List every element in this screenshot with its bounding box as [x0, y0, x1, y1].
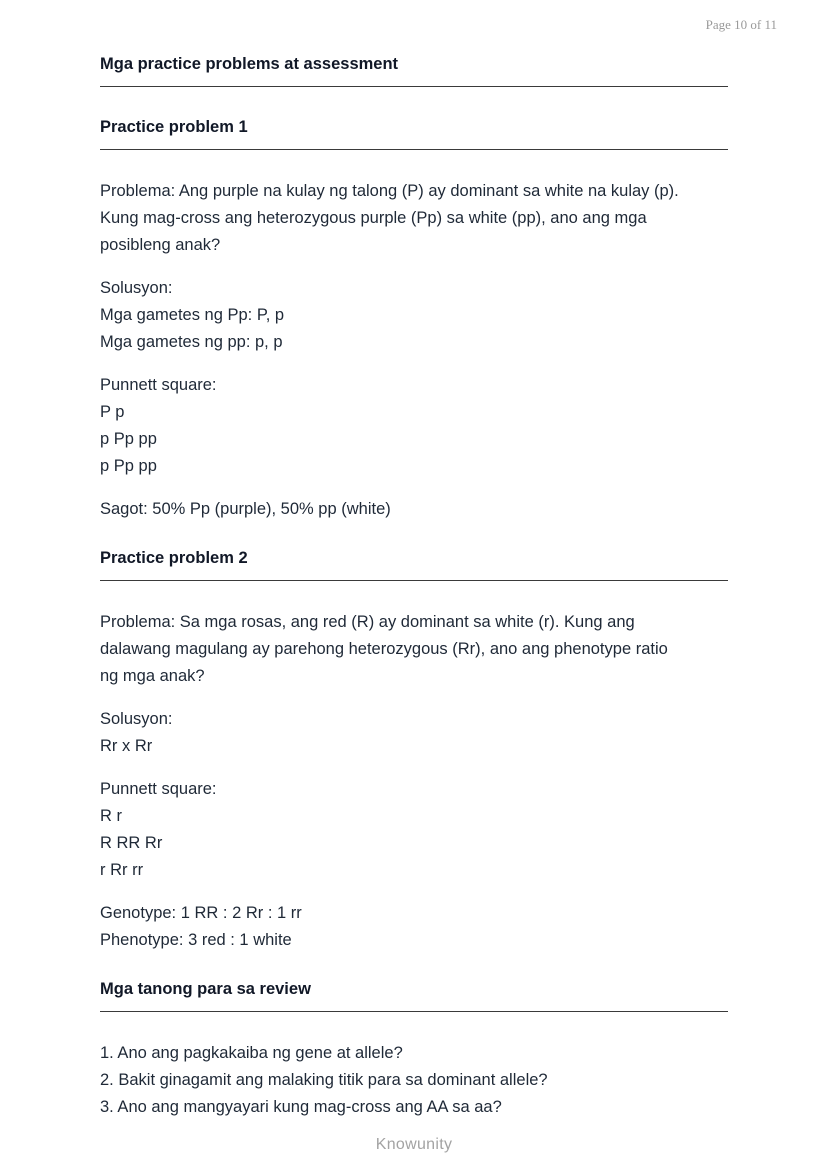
punnett-line: r Rr rr	[100, 861, 144, 879]
section-title: Mga practice problems at assessment	[100, 54, 728, 87]
problem2-results	[100, 900, 728, 954]
problem2-line: Problema: Sa mga rosas, ang red (R) ay dominant sa white (r). Kung ang	[100, 613, 635, 631]
problem2-punnett-square	[100, 776, 728, 884]
punnett-line: R r	[100, 807, 122, 825]
review-questions	[100, 1040, 728, 1121]
phenotype-ratio: Phenotype: 3 red : 1 white	[100, 931, 292, 949]
review-question: 1. Ano ang pagkakaiba ng gene at allele?	[100, 1044, 403, 1062]
problem1-solution	[100, 275, 728, 356]
solution-line: Solusyon:	[100, 279, 173, 297]
problem1-heading: Practice problem 1	[100, 117, 728, 150]
problem1-answer: Sagot: 50% Pp (purple), 50% pp (white)	[100, 500, 391, 518]
punnett-line: P p	[100, 403, 125, 421]
punnett-line: p Pp pp	[100, 457, 157, 475]
problem2-line: dalawang magulang ay parehong heterozygous (Rr), ano ang phenotype ratio	[100, 640, 668, 658]
punnett-line: Punnett square:	[100, 376, 217, 394]
punnett-line: Punnett square:	[100, 780, 217, 798]
problem1-statement	[100, 178, 728, 259]
problem1-line: Kung mag-cross ang heterozygous purple (Pp) sa white (pp), ano ang mga	[100, 209, 647, 227]
problem2-heading: Practice problem 2	[100, 548, 728, 581]
problem1-punnett-square	[100, 372, 728, 480]
problem2-solution	[100, 706, 728, 760]
page-number: Page 10 of 11	[705, 17, 777, 32]
document-content	[100, 54, 728, 1121]
review-question: 3. Ano ang mangyayari kung mag-cross ang AA sa aa?	[100, 1098, 502, 1116]
solution-line: Rr x Rr	[100, 737, 153, 755]
review-question: 2. Bakit ginagamit ang malaking titik para sa dominant allele?	[100, 1071, 548, 1089]
solution-line: Mga gametes ng pp: p, p	[100, 333, 283, 351]
problem1-line: Problema: Ang purple na kulay ng talong (P) ay dominant sa white na kulay (p).	[100, 182, 679, 200]
punnett-line: p Pp pp	[100, 430, 157, 448]
solution-line: Mga gametes ng Pp: P, p	[100, 306, 285, 324]
problem1-line: posibleng anak?	[100, 236, 221, 254]
solution-line: Solusyon:	[100, 710, 173, 728]
review-heading: Mga tanong para sa review	[100, 979, 728, 1012]
genotype-ratio: Genotype: 1 RR : 2 Rr : 1 rr	[100, 904, 302, 922]
problem2-statement	[100, 609, 728, 690]
punnett-line: R RR Rr	[100, 834, 163, 852]
footer-brand: Knowunity	[375, 1136, 453, 1153]
problem2-line: ng mga anak?	[100, 667, 205, 685]
